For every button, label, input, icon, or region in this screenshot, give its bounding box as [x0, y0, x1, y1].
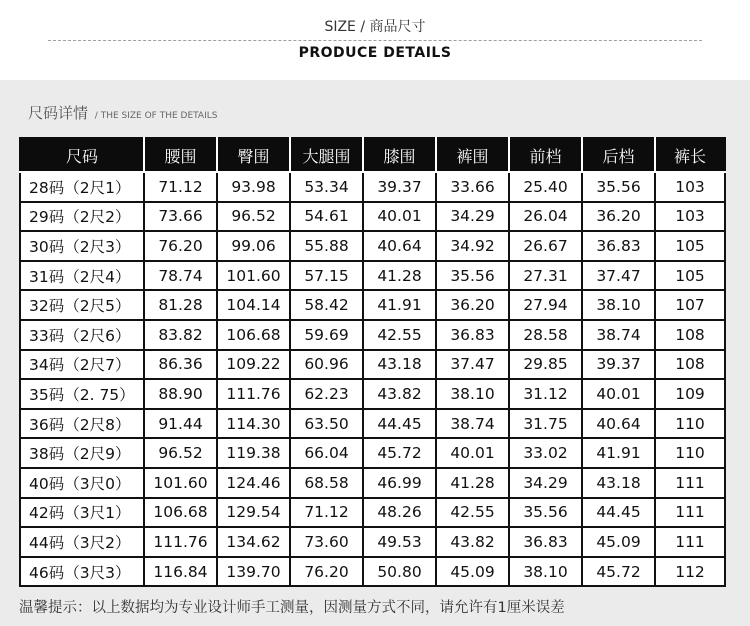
measurement-cell: 40.64: [582, 409, 655, 439]
measurement-cell: 41.28: [436, 468, 509, 498]
table-row: [20, 172, 725, 202]
measurement-cell: 110: [655, 409, 725, 439]
measurement-cell: 37.47: [582, 261, 655, 291]
measurement-cell: 50.80: [363, 557, 436, 587]
column-header: 膝围: [363, 138, 436, 172]
column-header: 大腿围: [290, 138, 363, 172]
measurement-cell: 26.04: [509, 202, 582, 232]
column-header: 裤长: [655, 138, 725, 172]
measurement-cell: 108: [655, 350, 725, 380]
measurement-cell: 58.42: [290, 290, 363, 320]
measurement-cell: 41.91: [582, 438, 655, 468]
table-row: [20, 350, 725, 380]
measurement-cell: 42.55: [363, 320, 436, 350]
measurement-cell: 57.15: [290, 261, 363, 291]
measurement-cell: 99.06: [217, 231, 290, 261]
size-cell: 31码（2尺4）: [20, 261, 144, 291]
measurement-cell: 106.68: [144, 498, 217, 528]
measurement-cell: 35.56: [582, 172, 655, 202]
measurement-cell: 76.20: [290, 557, 363, 587]
measurement-cell: 38.74: [582, 320, 655, 350]
measurement-cell: 38.10: [436, 379, 509, 409]
size-cell: 38码（2尺9）: [20, 438, 144, 468]
size-cell: 29码（2尺2）: [20, 202, 144, 232]
measurement-cell: 35.56: [436, 261, 509, 291]
measurement-cell: 43.18: [363, 350, 436, 380]
size-cell: 36码（2尺8）: [20, 409, 144, 439]
size-cell: 30码（2尺3）: [20, 231, 144, 261]
size-cell: 34码（2尺7）: [20, 350, 144, 380]
measurement-cell: 76.20: [144, 231, 217, 261]
measurement-cell: 73.66: [144, 202, 217, 232]
measurement-cell: 45.09: [582, 527, 655, 557]
measurement-cell: 129.54: [217, 498, 290, 528]
dashed-divider: [48, 40, 702, 41]
measurement-cell: 36.83: [436, 320, 509, 350]
measurement-cell: 60.96: [290, 350, 363, 380]
measurement-cell: 35.56: [509, 498, 582, 528]
measurement-cell: 105: [655, 231, 725, 261]
measurement-cell: 101.60: [217, 261, 290, 291]
measurement-cell: 114.30: [217, 409, 290, 439]
measurement-cell: 111: [655, 498, 725, 528]
measurement-cell: 29.85: [509, 350, 582, 380]
table-row: [20, 379, 725, 409]
measurement-cell: 44.45: [363, 409, 436, 439]
measurement-cell: 33.66: [436, 172, 509, 202]
table-row: [20, 468, 725, 498]
measurement-cell: 108: [655, 320, 725, 350]
measurement-cell: 112: [655, 557, 725, 587]
measurement-cell: 103: [655, 172, 725, 202]
measurement-cell: 39.37: [363, 172, 436, 202]
table-row: [20, 498, 725, 528]
table-row: [20, 202, 725, 232]
column-header: 裤围: [436, 138, 509, 172]
table-row: [20, 231, 725, 261]
produce-details-title: PRODUCE DETAILS: [298, 45, 452, 61]
section-subtitle: / THE SIZE OF THE DETAILS: [94, 111, 218, 121]
measurement-cell: 68.58: [290, 468, 363, 498]
column-header: 后档: [582, 138, 655, 172]
measurement-cell: 45.09: [436, 557, 509, 587]
measurement-cell: 111.76: [217, 379, 290, 409]
measurement-cell: 91.44: [144, 409, 217, 439]
measurement-cell: 28.58: [509, 320, 582, 350]
measurement-cell: 49.53: [363, 527, 436, 557]
measurement-cell: 66.04: [290, 438, 363, 468]
measurement-cell: 43.18: [582, 468, 655, 498]
measurement-cell: 27.31: [509, 261, 582, 291]
measurement-cell: 36.83: [509, 527, 582, 557]
size-cell: 33码（2尺6）: [20, 320, 144, 350]
column-header: 臀围: [217, 138, 290, 172]
measurement-cell: 116.84: [144, 557, 217, 587]
measurement-cell: 111: [655, 527, 725, 557]
measurement-cell: 26.67: [509, 231, 582, 261]
measurement-cell: 38.10: [509, 557, 582, 587]
measurement-cell: 109.22: [217, 350, 290, 380]
table-row: [20, 320, 725, 350]
measurement-cell: 45.72: [363, 438, 436, 468]
size-cell: 40码（3尺0）: [20, 468, 144, 498]
size-details-panel: [0, 80, 750, 626]
column-header: 前档: [509, 138, 582, 172]
measurement-cell: 111: [655, 468, 725, 498]
table-row: [20, 290, 725, 320]
table-row: [20, 438, 725, 468]
measurement-cell: 31.12: [509, 379, 582, 409]
measurement-cell: 34.29: [509, 468, 582, 498]
measurement-cell: 96.52: [144, 438, 217, 468]
section-title: 尺码详情: [28, 104, 89, 122]
measurement-cell: 34.92: [436, 231, 509, 261]
table-row: [20, 557, 725, 587]
measurement-cell: 107: [655, 290, 725, 320]
measurement-cell: 83.82: [144, 320, 217, 350]
measurement-cell: 96.52: [217, 202, 290, 232]
measurement-cell: 73.60: [290, 527, 363, 557]
measurement-cell: 88.90: [144, 379, 217, 409]
measurement-cell: 40.01: [436, 438, 509, 468]
measurement-cell: 38.74: [436, 409, 509, 439]
measurement-cell: 44.45: [582, 498, 655, 528]
top-header: [0, 0, 750, 78]
table-header-row: [20, 138, 725, 172]
measurement-cell: 31.75: [509, 409, 582, 439]
size-cell: 42码（3尺1）: [20, 498, 144, 528]
column-header: 腰围: [144, 138, 217, 172]
measurement-cell: 41.91: [363, 290, 436, 320]
measurement-cell: 103: [655, 202, 725, 232]
measurement-cell: 34.29: [436, 202, 509, 232]
measurement-cell: 110: [655, 438, 725, 468]
measurement-cell: 105: [655, 261, 725, 291]
measurement-cell: 53.34: [290, 172, 363, 202]
measurement-cell: 134.62: [217, 527, 290, 557]
size-cell: 28码（2尺1）: [20, 172, 144, 202]
size-title: SIZE / 商品尺寸: [324, 19, 426, 35]
size-table: [19, 137, 726, 587]
measurement-cell: 43.82: [363, 379, 436, 409]
measurement-cell: 101.60: [144, 468, 217, 498]
measurement-cell: 36.20: [582, 202, 655, 232]
measurement-cell: 62.23: [290, 379, 363, 409]
measurement-cell: 46.99: [363, 468, 436, 498]
table-row: [20, 527, 725, 557]
measurement-cell: 55.88: [290, 231, 363, 261]
measurement-cell: 71.12: [144, 172, 217, 202]
size-cell: 46码（3尺3）: [20, 557, 144, 587]
measurement-cell: 42.55: [436, 498, 509, 528]
measurement-cell: 40.64: [363, 231, 436, 261]
measurement-cell: 25.40: [509, 172, 582, 202]
measurement-cell: 39.37: [582, 350, 655, 380]
measurement-cell: 36.20: [436, 290, 509, 320]
size-cell: 32码（2尺5）: [20, 290, 144, 320]
measurement-cell: 86.36: [144, 350, 217, 380]
measurement-cell: 36.83: [582, 231, 655, 261]
measurement-cell: 78.74: [144, 261, 217, 291]
measurement-cell: 54.61: [290, 202, 363, 232]
measurement-cell: 45.72: [582, 557, 655, 587]
section-heading: [28, 102, 217, 123]
table-body: [20, 172, 725, 586]
measurement-cell: 40.01: [582, 379, 655, 409]
table-row: [20, 261, 725, 291]
measurement-cell: 106.68: [217, 320, 290, 350]
measurement-cell: 59.69: [290, 320, 363, 350]
measurement-cell: 37.47: [436, 350, 509, 380]
measurement-cell: 41.28: [363, 261, 436, 291]
measurement-cell: 109: [655, 379, 725, 409]
measurement-cell: 63.50: [290, 409, 363, 439]
table-row: [20, 409, 725, 439]
measurement-cell: 124.46: [217, 468, 290, 498]
measurement-cell: 38.10: [582, 290, 655, 320]
size-cell: 44码（3尺2）: [20, 527, 144, 557]
size-cell: 35码（2. 75）: [20, 379, 144, 409]
measurement-cell: 71.12: [290, 498, 363, 528]
measurement-cell: 27.94: [509, 290, 582, 320]
measurement-cell: 81.28: [144, 290, 217, 320]
measurement-cell: 139.70: [217, 557, 290, 587]
measurement-cell: 33.02: [509, 438, 582, 468]
measurement-cell: 93.98: [217, 172, 290, 202]
measurement-notice: 温馨提示：以上数据均为专业设计师手工测量，因测量方式不同，请允许有1厘米误差: [19, 600, 565, 616]
measurement-cell: 40.01: [363, 202, 436, 232]
column-header: 尺码: [20, 138, 144, 172]
measurement-cell: 119.38: [217, 438, 290, 468]
measurement-cell: 43.82: [436, 527, 509, 557]
measurement-cell: 104.14: [217, 290, 290, 320]
measurement-cell: 111.76: [144, 527, 217, 557]
measurement-cell: 48.26: [363, 498, 436, 528]
